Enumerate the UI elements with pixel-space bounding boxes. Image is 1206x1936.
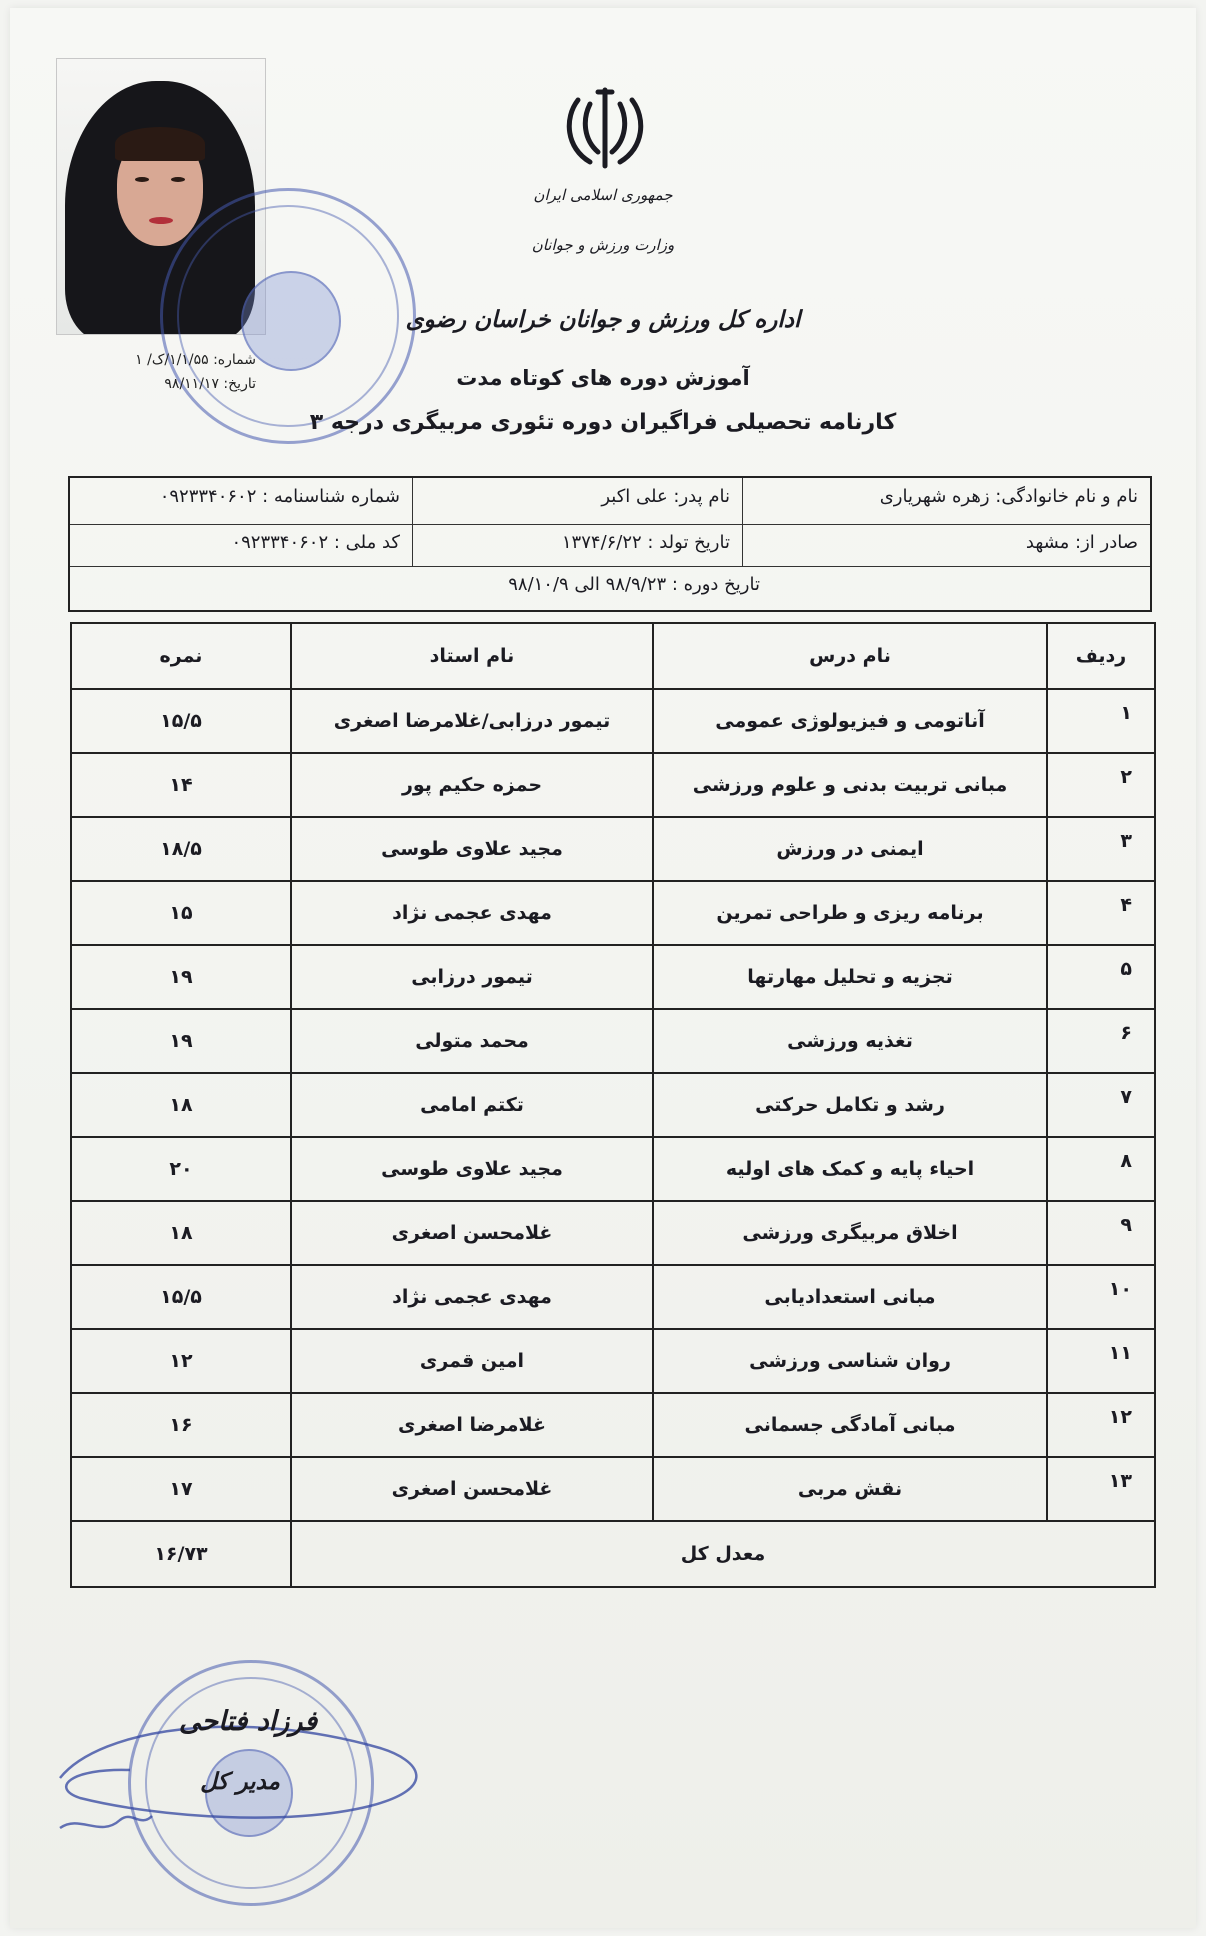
row-num: ۹ <box>1047 1201 1155 1265</box>
republic-heading: جمهوری اسلامی ایران <box>533 186 673 204</box>
grade-value: ۱۵/۵ <box>71 1265 291 1329</box>
grade-value: ۱۵/۵ <box>71 689 291 753</box>
teacher-name: غلامحسن اصغری <box>291 1457 653 1521</box>
grade-value: ۱۶ <box>71 1393 291 1457</box>
row-num: ۱ <box>1047 689 1155 753</box>
row-num: ۵ <box>1047 945 1155 1009</box>
student-name: نام و نام خانوادگی: زهره شهریاری <box>742 478 1150 524</box>
teacher-name: مهدی عجمی نژاد <box>291 1265 653 1329</box>
teacher-name: مجید علاوی طوسی <box>291 817 653 881</box>
office-heading: اداره کل ورزش و جوانان خراسان رضوی <box>405 306 801 333</box>
row-num: ۱۰ <box>1047 1265 1155 1329</box>
grade-value: ۱۸ <box>71 1073 291 1137</box>
grade-value: ۲۰ <box>71 1137 291 1201</box>
course-name: ایمنی در ورزش <box>653 817 1047 881</box>
teacher-name: حمزه حکیم پور <box>291 753 653 817</box>
letter-date: تاریخ: ۹۸/۱۱/۱۷ <box>164 376 256 392</box>
course-name: مبانی آمادگی جسمانی <box>653 1393 1047 1457</box>
signatory-title: مدیر کل <box>200 1768 280 1795</box>
table-row <box>71 689 1155 753</box>
row-num: ۲ <box>1047 753 1155 817</box>
course-name: روان شناسی ورزشی <box>653 1329 1047 1393</box>
course-name: مبانی استعدادیابی <box>653 1265 1047 1329</box>
table-row <box>71 881 1155 945</box>
national-code: کد ملی : ۰۹۲۳۳۴۰۶۰۲ <box>231 532 400 553</box>
course-period: تاریخ دوره : ۹۸/۹/۲۳ الی ۹۸/۱۰/۹ <box>508 574 760 595</box>
grade-value: ۱۵ <box>71 881 291 945</box>
teacher-name: مجید علاوی طوسی <box>291 1137 653 1201</box>
grade-value: ۱۲ <box>71 1329 291 1393</box>
total-row <box>71 1521 1155 1587</box>
header-num: ردیف <box>1047 623 1155 689</box>
course-name: برنامه ریزی و طراحی تمرین <box>653 881 1047 945</box>
teacher-name: مهدی عجمی نژاد <box>291 881 653 945</box>
course-name: احیاء پایه و کمک های اولیه <box>653 1137 1047 1201</box>
table-row <box>71 1329 1155 1393</box>
grades-header-row <box>71 623 1155 689</box>
row-num: ۶ <box>1047 1009 1155 1073</box>
grade-value: ۱۹ <box>71 1009 291 1073</box>
header-grade: نمره <box>71 623 291 689</box>
table-row <box>71 1073 1155 1137</box>
course-name: رشد و تکامل حرکتی <box>653 1073 1047 1137</box>
row-num: ۸ <box>1047 1137 1155 1201</box>
header-teacher: نام استاد <box>291 623 653 689</box>
table-row <box>71 1393 1155 1457</box>
transcript-page <box>10 8 1196 1928</box>
document-title: کارنامه تحصیلی فراگیران دوره تئوری مربیگری درجه ۳ <box>309 410 897 435</box>
course-name: مبانی تربیت بدنی و علوم ورزشی <box>653 753 1047 817</box>
teacher-name: غلامحسن اصغری <box>291 1201 653 1265</box>
letter-number: شماره: ۱/۱/۵۵/ک/ ۱ <box>135 352 256 368</box>
student-info-table <box>68 476 1152 612</box>
teacher-name: محمد متولی <box>291 1009 653 1073</box>
info-row-3 <box>70 566 1150 610</box>
table-row <box>71 1009 1155 1073</box>
table-row <box>71 1457 1155 1521</box>
table-row <box>71 817 1155 881</box>
course-name: تجزیه و تحلیل مهارتها <box>653 945 1047 1009</box>
row-num: ۱۳ <box>1047 1457 1155 1521</box>
course-name: نقش مربی <box>653 1457 1047 1521</box>
teacher-name: تیمور درزابی <box>291 945 653 1009</box>
total-average: ۱۶/۷۳ <box>71 1521 291 1587</box>
signatory-name: فرزاد فتاحی <box>178 1706 318 1737</box>
row-num: ۳ <box>1047 817 1155 881</box>
info-row-1 <box>70 478 1150 525</box>
iran-emblem-icon <box>560 80 650 176</box>
unit-heading: آموزش دوره های کوتاه مدت <box>456 366 750 390</box>
table-row <box>71 1265 1155 1329</box>
table-row <box>71 1201 1155 1265</box>
row-num: ۴ <box>1047 881 1155 945</box>
row-num: ۱۲ <box>1047 1393 1155 1457</box>
father-name: نام پدر: علی اکبر <box>412 478 742 524</box>
header-course: نام درس <box>653 623 1047 689</box>
grade-value: ۱۸ <box>71 1201 291 1265</box>
total-label: معدل کل <box>291 1521 1155 1587</box>
teacher-name: تیمور درزابی/غلامرضا اصغری <box>291 689 653 753</box>
course-name: اخلاق مربیگری ورزشی <box>653 1201 1047 1265</box>
issued-place: صادر از: مشهد <box>742 524 1150 566</box>
teacher-name: غلامرضا اصغری <box>291 1393 653 1457</box>
info-row-2 <box>70 524 1150 567</box>
row-num: ۱۱ <box>1047 1329 1155 1393</box>
course-name: تغذیه ورزشی <box>653 1009 1047 1073</box>
grade-value: ۱۹ <box>71 945 291 1009</box>
table-row <box>71 753 1155 817</box>
birth-date: تاریخ تولد : ۱۳۷۴/۶/۲۲ <box>412 524 742 566</box>
grade-value: ۱۸/۵ <box>71 817 291 881</box>
ministry-heading: وزارت ورزش و جوانان <box>531 236 675 254</box>
table-row <box>71 1137 1155 1201</box>
table-row <box>71 945 1155 1009</box>
teacher-name: تکتم امامی <box>291 1073 653 1137</box>
row-num: ۷ <box>1047 1073 1155 1137</box>
id-number: شماره شناسنامه : ۰۹۲۳۳۴۰۶۰۲ <box>159 486 400 507</box>
grade-value: ۱۴ <box>71 753 291 817</box>
grade-value: ۱۷ <box>71 1457 291 1521</box>
course-name: آناتومی و فیزیولوژی عمومی <box>653 689 1047 753</box>
grades-table <box>70 622 1156 1588</box>
teacher-name: امین قمری <box>291 1329 653 1393</box>
